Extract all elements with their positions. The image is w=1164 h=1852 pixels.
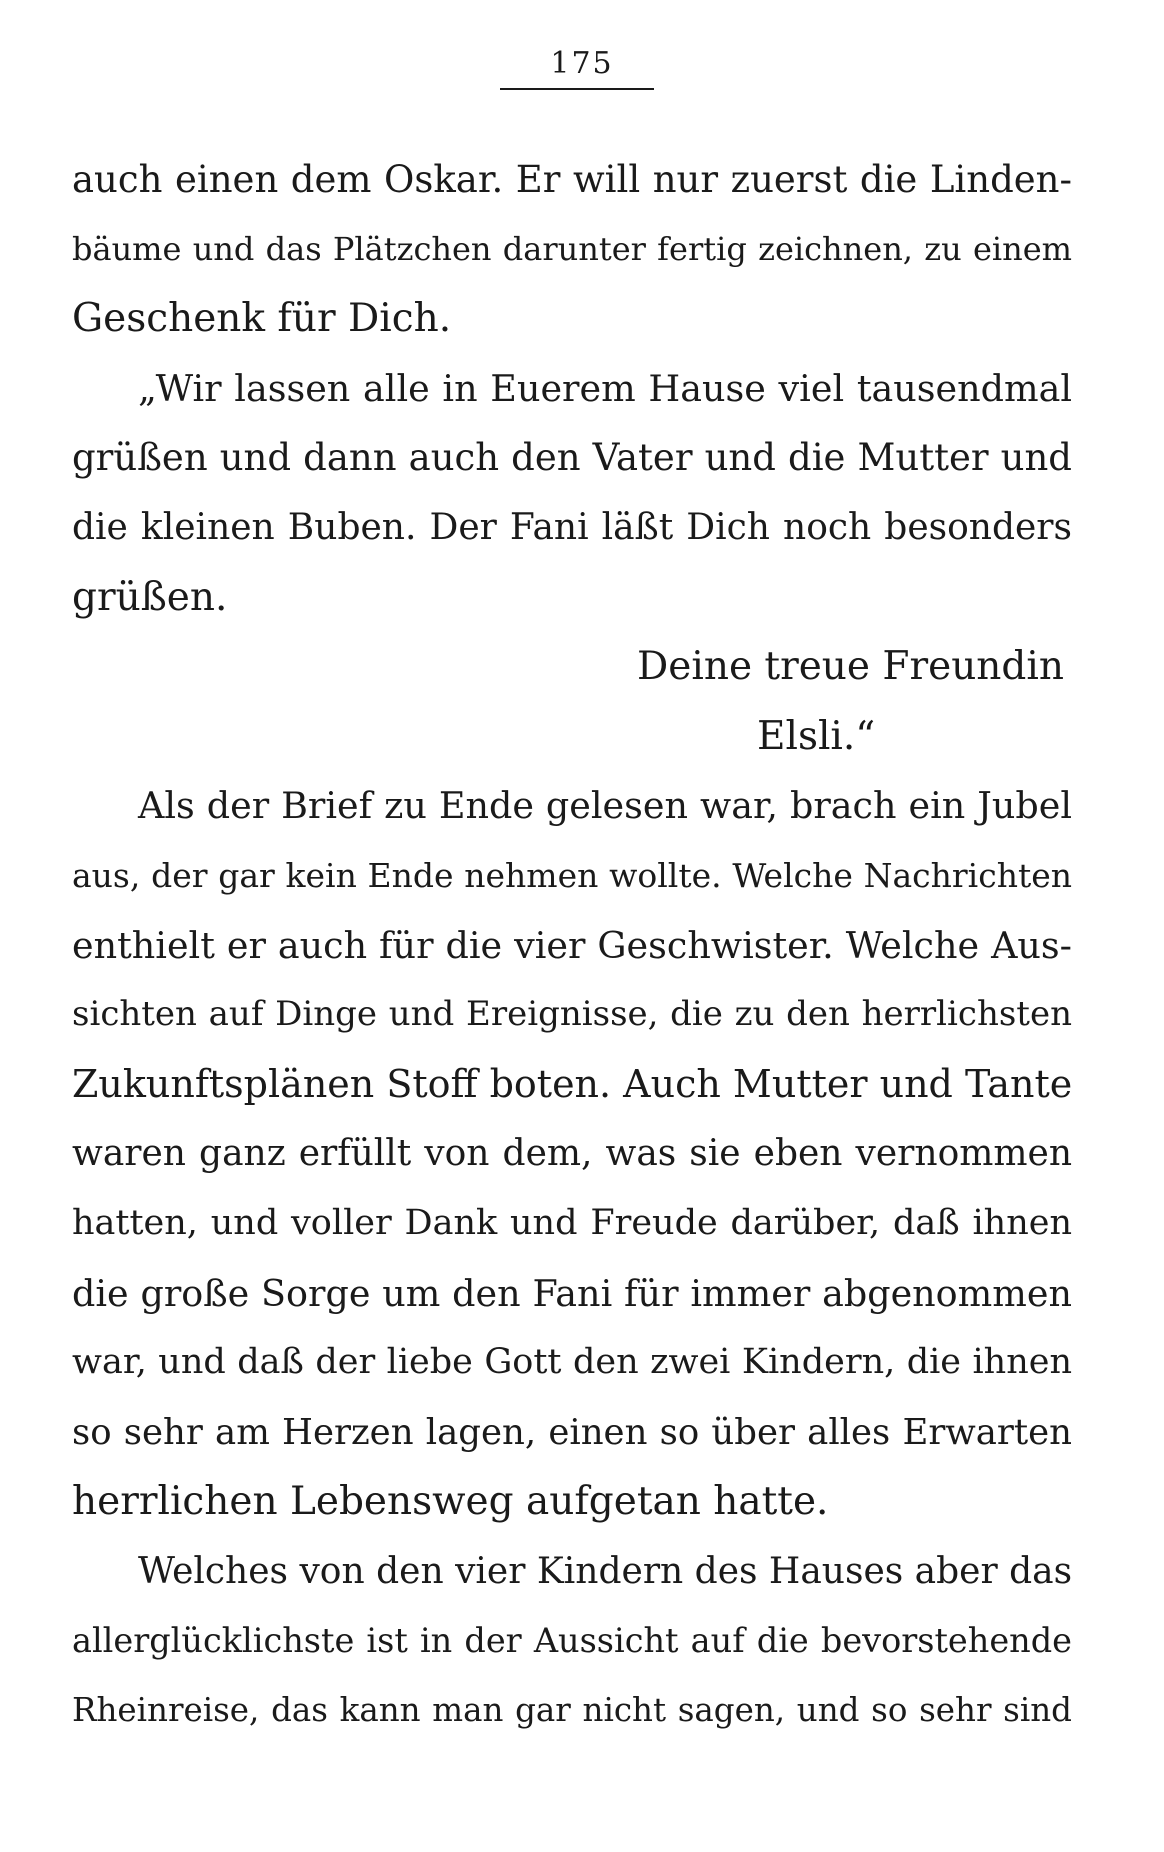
text-line: auch einen dem Oskar. Er will nur zuerst die Linden- [72,158,1072,201]
text-line: die große Sorge um den Fani für immer abgenommen [72,1271,1072,1315]
text-line: hatten, und voller Dank und Freude darüber, daß ihnen [72,1202,1072,1243]
text-line: aus, der gar kein Ende nehmen wollte. Welche Nachrichten [72,855,1072,895]
text-line: grüßen und dann auch den Vater und die Mutter und [72,436,1072,480]
body-text [72,145,1072,1746]
page-number: 175 [550,46,614,81]
text-line: Geschenk für Dich. [72,296,452,342]
text-line: herrlichen Lebensweg aufgetan hatte. [72,1479,829,1525]
text-line: allerglücklichste ist in der Aussicht auf die bevorstehende [72,1621,1072,1661]
text-line: Welches von den vier Kindern des Hauses aber das [138,1550,1073,1592]
text-line: Rheinreise, das kann man gar nicht sagen, und so sehr sind [72,1691,1072,1730]
letter-closing: Deine treue Freundin [637,644,1064,690]
text-line: war, und daß der liebe Gott den zwei Kindern, die ihnen [72,1342,1072,1383]
text-line: enthielt er auch für die vier Geschwister. Welche Aus- [72,923,1072,967]
text-line: grüßen. [72,574,228,620]
text-line: waren ganz erfüllt von dem, was sie eben vernommen [72,1133,1072,1175]
text-line: Zukunftsplänen Stoff boten. Auch Mutter und Tante [72,1061,1073,1106]
text-line: so sehr am Herzen lagen, einen so über alles Erwarten [72,1411,1072,1453]
text-line: sichten auf Dinge und Ereignisse, die zu den herrlichsten [72,994,1072,1035]
text-line: bäume und das Plätzchen darunter fertig zeichnen, zu einem [72,229,1072,268]
page-number-rule [500,88,654,90]
text-line: Als der Brief zu Ende gelesen war, brach ein Jubel [138,784,1072,828]
text-line: die kleinen Buben. Der Fani läßt Dich noch besonders [72,506,1072,548]
text-line: „Wir lassen alle in Euerem Hause viel tausendmal [138,366,1072,410]
letter-signature: Elsli.“ [757,713,876,759]
